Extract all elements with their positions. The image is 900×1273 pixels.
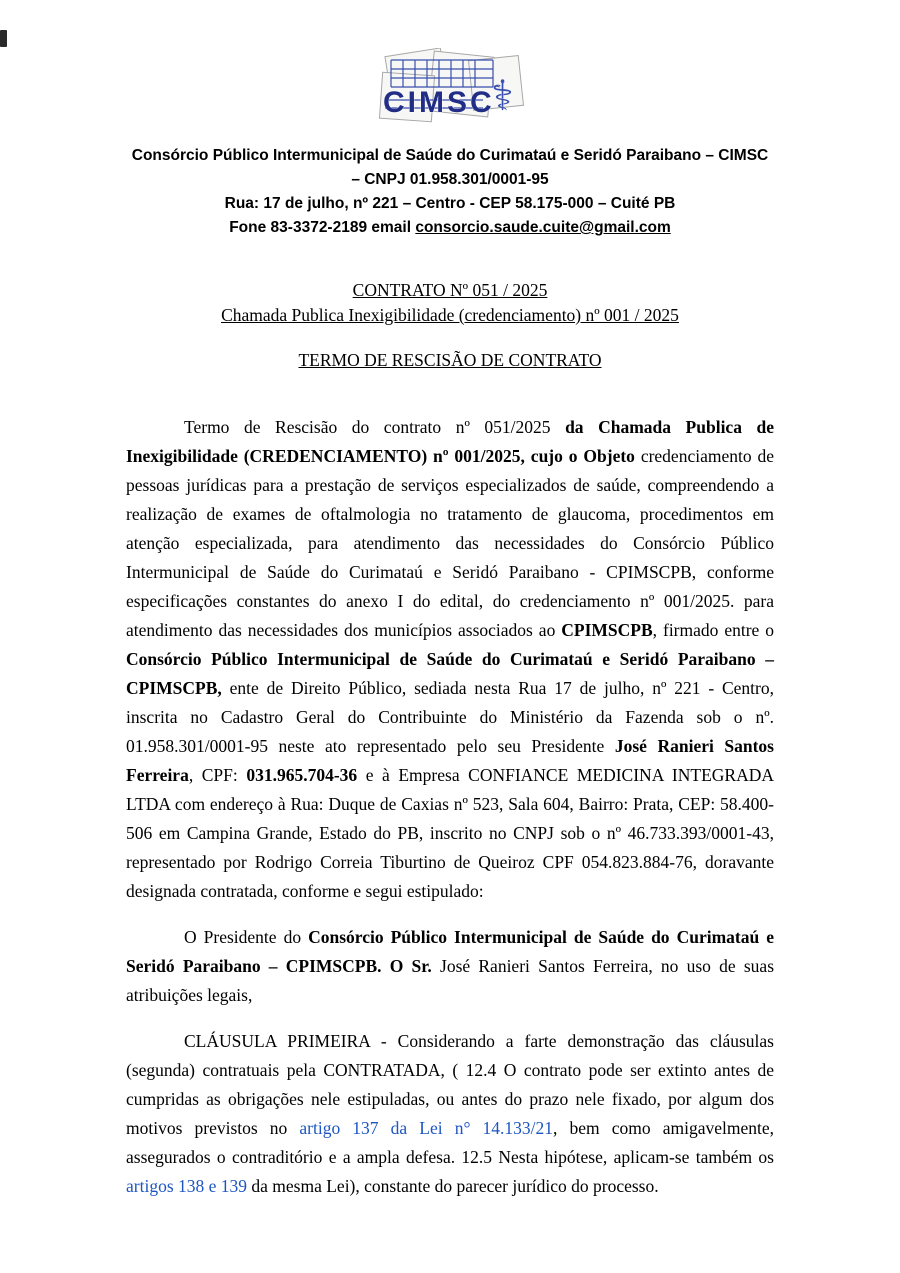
bold-text-run: 031.965.704-36 [246,765,358,785]
contract-number-title: CONTRATO Nº 051 / 2025 [352,280,548,300]
text-run: , firmado entre o [652,620,775,640]
title-block [0,278,900,328]
text-run: credenciamento de pessoas jurídicas para a prestação de serviços especializados de saúde, compreendendo a realização de exames de oftalmologia no tratamento de glaucoma, procedimentos em atenção especializada, para atendimento das necessidades do Consórcio Público Intermunicipal de Saúde do Curimataú e Seridó Paraibano - CPIMSCPB, conforme especificações constantes do anexo I do edital, do credenciamento nº 001/2025. para atendimento das necessidades dos municípios associados ao [126,446,774,640]
text-run: , CPF: [188,765,247,785]
text-run: , bem como amigavelmente, assegurados o contraditório e a ampla defesa. 12.5 Nesta hipótese, aplicam-se também os [126,1118,774,1167]
paragraph-clausula-primeira [126,1027,774,1201]
letterhead-fone: Fone 83-3372-2189 email [229,219,416,236]
logo [0,0,900,132]
bold-text-run: Consórcio Público Intermunicipal de Saúde do Curimataú e Seridó Paraibano – CPIMSCPB. O Sr. [126,927,774,976]
bold-text-run: José Ranieri Santos Ferreira [126,736,774,785]
text-run: Termo de Rescisão do contrato nº 051/2025 [184,417,566,437]
law-reference-link[interactable]: artigo 137 da Lei n° 14.133/21 [299,1118,554,1138]
scan-artifact [0,30,7,47]
paragraph-recital [126,413,774,906]
bold-text-run: CPIMSCPB [561,620,653,640]
caduceus-icon: ⚕ [491,71,514,120]
chamada-publica-title: Chamada Publica Inexigibilidade (credenciamento) nº 001 / 2025 [221,305,679,325]
bold-text-run: Consórcio Público Intermunicipal de Saúde do Curimataú e Seridó Paraibano – CPIMSCPB, [126,649,774,698]
termo-rescisao-title: TERMO DE RESCISÃO DE CONTRATO [298,350,602,370]
text-run: ente de Direito Público, sediada nesta Rua 17 de julho, nº 221 - Centro, inscrita no Cadastro Geral do Contribuinte do Ministério da Fazenda sob o nº. 01.958.301/0001-95 neste ato representado pelo seu Presidente [126,678,774,756]
letterhead-line-1: Consórcio Público Intermunicipal de Saúde do Curimataú e Seridó Paraibano – CIMSC [131,147,769,164]
document-body [126,413,774,1201]
law-reference-link[interactable]: artigos 138 e 139 [126,1176,248,1196]
logo-text: CIMSC [383,86,495,119]
text-run: e à Empresa CONFIANCE MEDICINA INTEGRADA LTDA com endereço à Rua: Duque de Caxias nº 523, Sala 604, Bairro: Prata, CEP: 58.400-506 em Campina Grande, Estado do PB, inscrito no CNPJ sob o nº 46.733.393/0001-43, representado por Rodrigo Correia Tiburtino de Queiroz CPF 054.823.884-76, doravante designada contratada, conforme e segui estipulado: [126,765,774,901]
letterhead-line-4 [0,216,900,240]
cimsc-logo-graphic [355,48,545,132]
text-run: da mesma Lei), constante do parecer jurídico do processo. [247,1176,659,1196]
letterhead [0,144,900,240]
text-run: O Presidente do [184,927,309,947]
email-link[interactable]: consorcio.saude.cuite@gmail.com [415,219,671,236]
text-run: José Ranieri Santos Ferreira, no uso de suas atribuições legais, [126,956,775,1005]
letterhead-line-2: – CNPJ 01.958.301/0001-95 [351,171,549,188]
paragraph-president [126,923,774,1010]
text-run: CLÁUSULA PRIMEIRA - Considerando a farte demonstração das cláusulas (segunda) contratuais pela CONTRATADA, ( 12.4 O contrato pode ser extinto antes de cumpridas as obrigações nele estipuladas, ou antes do prazo nele fixado, por algum dos motivos previstos no [126,1031,774,1138]
letterhead-line-3: Rua: 17 de julho, nº 221 – Centro - CEP 58.175-000 – Cuité PB [224,195,676,212]
bold-text-run: da Chamada Publica de Inexigibilidade (CREDENCIAMENTO) nº 001/2025, cujo o Objeto [126,417,774,466]
